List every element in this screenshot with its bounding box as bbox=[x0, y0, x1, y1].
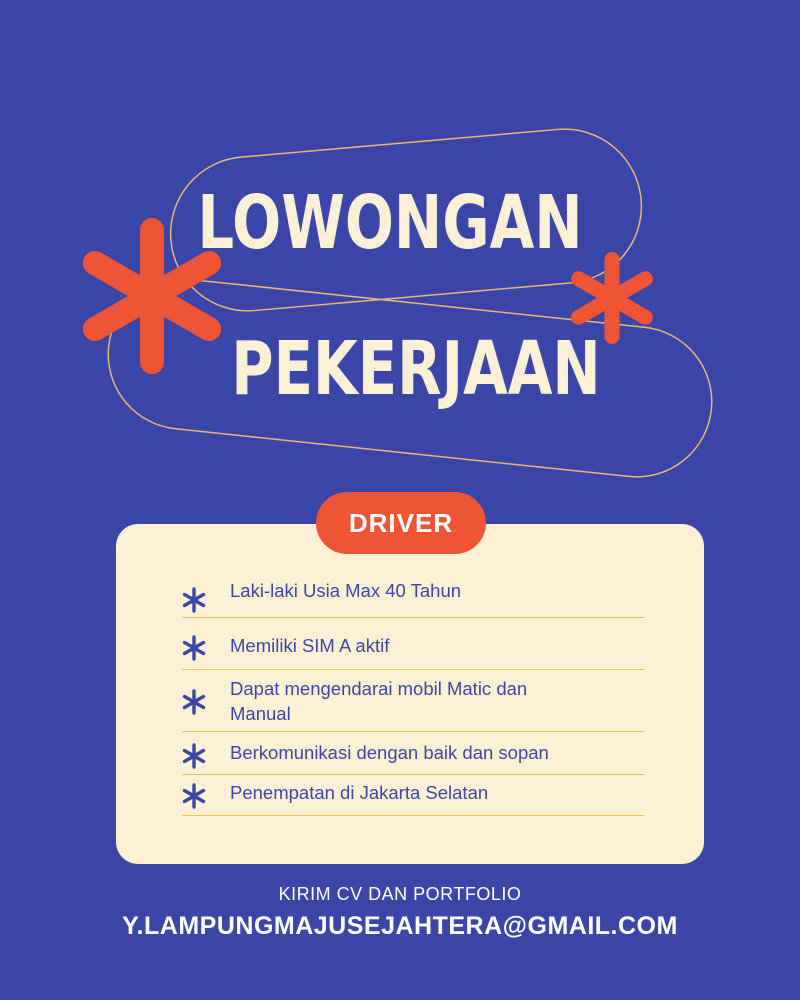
asterisk-icon bbox=[180, 634, 208, 662]
headline-line-2: PEKERJAAN bbox=[231, 326, 601, 412]
headline-line-1: LOWONGAN bbox=[197, 180, 583, 266]
requirement-item bbox=[182, 732, 644, 775]
asterisk-icon bbox=[180, 688, 208, 716]
contact-email[interactable]: Y.LAMPUNGMAJUSEJAHTERA@GMAIL.COM bbox=[122, 912, 678, 940]
asterisk-icon bbox=[180, 586, 208, 614]
requirement-text: Penempatan di Jakarta Selatan bbox=[230, 782, 489, 803]
requirement-text: Berkomunikasi dengan baik dan sopan bbox=[230, 742, 549, 763]
requirement-item bbox=[182, 576, 644, 618]
contact-label: KIRIM CV DAN PORTFOLIO bbox=[278, 884, 522, 904]
requirement-item bbox=[182, 775, 644, 816]
asterisk-icon bbox=[180, 742, 208, 770]
requirement-text: Dapat mengendarai mobil Matic dan Manual bbox=[230, 678, 528, 724]
requirement-item bbox=[182, 670, 644, 732]
asterisk-icon bbox=[180, 782, 208, 810]
requirement-text: Memiliki SIM A aktif bbox=[230, 635, 390, 656]
requirement-item bbox=[182, 618, 644, 670]
requirement-text: Laki-laki Usia Max 40 Tahun bbox=[230, 580, 462, 601]
position-badge: DRIVER bbox=[316, 492, 486, 554]
